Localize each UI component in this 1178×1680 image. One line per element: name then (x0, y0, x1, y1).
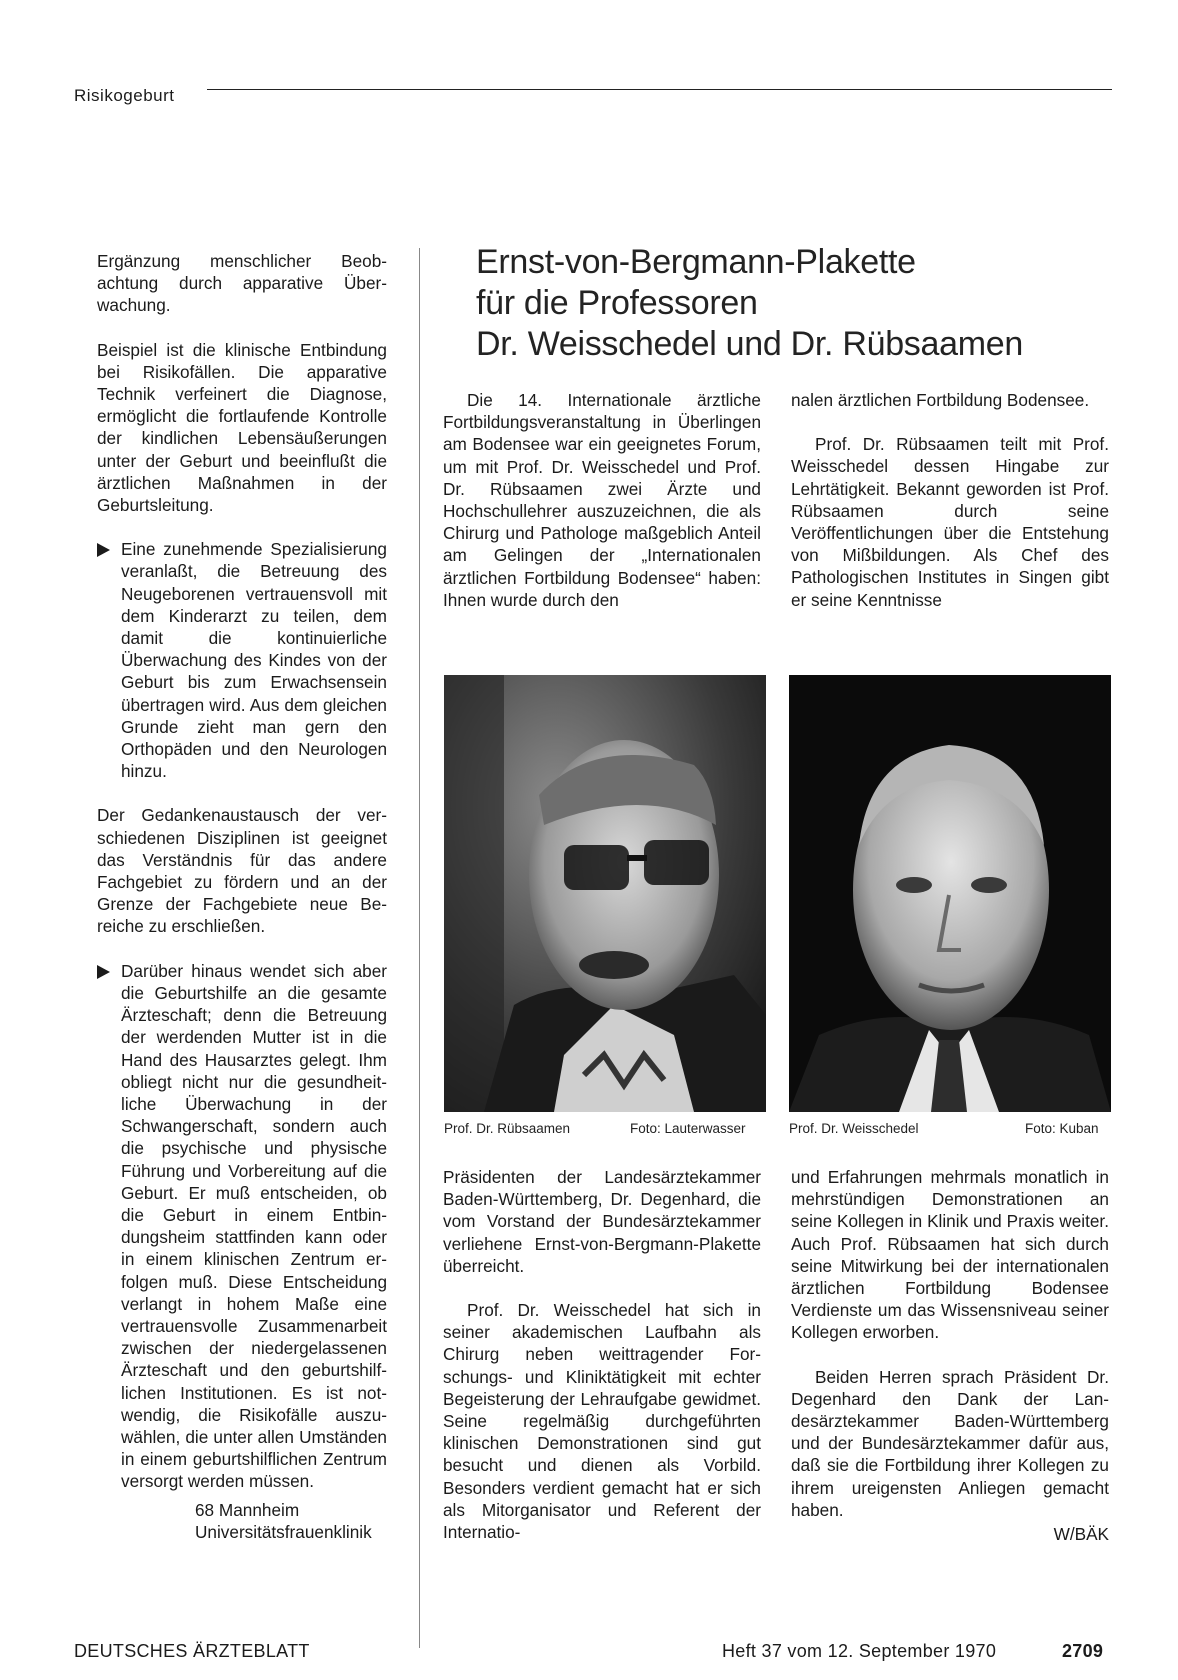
paragraph: Prof. Dr. Rübsaamen teilt mit Prof. Weisschedel dessen Hingabe zur Lehrtätigkeit. Bekannt geworden ist Prof. Rübsaamen durch seine Veröffentlichungen über die Entstehung von Mißbildungen. Als Chef des Pathologischen Institutes in Singen gibt er seine Kenntnisse (791, 434, 1109, 610)
author-signature: W/BÄK (1053, 1524, 1109, 1545)
portrait-photo-ruebsaamen (444, 675, 766, 1112)
headline-line: Ernst-von-Bergmann-Plakette (476, 243, 916, 281)
section-label: Risikogeburt (74, 86, 175, 105)
bullet-paragraph (97, 960, 387, 1493)
journal-name: DEUTSCHES ÄRZTEBLATT (74, 1641, 310, 1661)
headline-line: für die Professoren (476, 284, 758, 322)
paragraph: und Erfahrungen mehrmals monatlich in mehrstündigen Demonstrationen an seine Kollegen in Klinik und Praxis weiter. Auch Prof. Rübsaamen hat sich durch seine Mitwirkung bei der internationalen ärztlichen Fortbildung Bodensee Verdienste um das Wissensniveau seiner Kollegen erworben. (791, 1167, 1109, 1343)
photo-caption-right-name: Prof. Dr. Weisschedel (789, 1121, 919, 1136)
paragraph: Präsidenten der Landesärztekammer Baden-Württemberg, Dr. Degenhard, die vom Vorstand der Bundesärztekammer verliehene Ernst-von-Bergmann-Plakette überreicht. (443, 1167, 761, 1276)
paragraph: nalen ärztlichen Fortbildung Bodensee. (791, 390, 1090, 410)
portrait-image (444, 675, 766, 1112)
bullet-paragraph (97, 538, 387, 782)
paragraph: Beispiel ist die klinische Entbindung bei Risikofällen. Die apparative Technik verfeinert die Diagnose, ermöglicht die fortlaufende Kontrolle der kindlichen Lebensäußerungen unter der Geburt und beeinflußt die ärztlichen Maßnahmen in der Geburtsleitung. (97, 339, 387, 516)
paragraph: Beiden Herren sprach Präsident Dr. Degenhard den Dank der Landesärztekammer Baden-Württemberg und der Bundesärztekammer dafür aus, daß sie die Fortbildung ihrer Kollegen zu ihrem ureigensten Anliegen gemacht haben. (791, 1366, 1109, 1520)
column-divider (419, 248, 420, 1648)
paragraph: Die 14. Internationale ärztliche Fortbildungsveranstaltung in Überlingen am Bodensee war ein geeignetes Forum, um mit Prof. Dr. Weisschedel und Prof. Dr. Rübsaamen zwei Ärzte und Hochschullehrer auszuzeichnen, die als Chirurg und Pathologe maßgeblich Anteil am Gelingen der „Internationalen ärztlichen Fortbildung Bodensee“ haben: Ihnen wurde durch den (443, 390, 761, 610)
headline-line: Dr. Weisschedel und Dr. Rübsaamen (476, 325, 1023, 363)
issue-info: Heft 37 vom 12. September 1970 (722, 1641, 997, 1661)
right-column-top (791, 389, 1109, 611)
article-headline (476, 242, 1116, 365)
paragraph: Eine zunehmende Spezialisierung veranlaßt, die Betreuung des Neugeborenen vertrauensvoll mit dem Kinderarzt zu teilen, dem damit die kontinuierliche Überwachung des Kindes von der Geburt bis zum Erwachsensein übertragen wird. Aus dem gleichen Grunde zieht man gern den Orthopäden und den Neurologen hinzu. (121, 539, 387, 782)
page-number: 2709 (1062, 1641, 1104, 1661)
triangle-bullet-icon (97, 543, 110, 557)
middle-column-top (443, 389, 761, 611)
photo-caption-left-name: Prof. Dr. Rübsaamen (444, 1121, 571, 1136)
photo-caption-left-credit: Foto: Lauterwasser (630, 1121, 746, 1136)
paragraph: Der Gedankenaustausch der verschiedenen Disziplinen ist geeignet das Verständnis für das andere Fachgebiet zu fördern und an der Grenze der Fachgebiete neue Bereiche zu erschließen. (97, 805, 387, 937)
left-column (97, 250, 387, 1543)
portrait-photo-weisschedel (789, 675, 1111, 1112)
address-city: 68 Mannheim (195, 1499, 300, 1520)
middle-column-bottom (443, 1166, 761, 1543)
paragraph: Darüber hinaus wendet sich aber die Geburtshilfe an die gesamte Ärzteschaft; denn die Betreuung der werdenden Mutter ist in die Hand des Hausarztes gelegt. Ihm obliegt nicht nur die gesundheitliche Überwachung in der Schwangerschaft, sondern auch die psychische und physische Führung und Vorbereitung auf die Geburt. Er muß entscheiden, ob die Geburt in einem Entbindungsheim stattfinden kann oder in einem klinischen Zentrum erfolgen muß. Diese Entscheidung verlangt in hohem Maße eine vertrauensvolle Zusammenarbeit zwischen der niedergelassenen Ärzteschaft und den geburtshilflichen Institutionen. Es ist notwendig, die Risikofälle auszuwählen, die unter allen Umständen in einem geburtshilflichen Zentrum versorgt werden müssen. (121, 960, 387, 1492)
paragraph: Prof. Dr. Weisschedel hat sich in seiner akademischen Laufbahn als Chirurg neben weittragender Forschungs- und Kliniktätigkeit mit echter Begeisterung der Lehraufgabe gewidmet. Seine regelmäßig durchgeführten klinischen Demonstrationen sind gut besucht und dienen als Vorbild. Besonders verdient gemacht hat er sich als Mitorganisator und Referent der Internatio- (443, 1300, 761, 1543)
portrait-image (789, 675, 1111, 1112)
header-rule (207, 89, 1112, 90)
photo-caption-right-credit: Foto: Kuban (1025, 1121, 1099, 1136)
address-institution: Universitätsfrauenklinik (195, 1521, 372, 1542)
paragraph: Ergänzung menschlicher Beobachtung durch apparative Überwachung. (97, 251, 387, 316)
author-address (97, 1499, 387, 1543)
triangle-bullet-icon (97, 965, 110, 979)
right-column-bottom (791, 1166, 1109, 1545)
